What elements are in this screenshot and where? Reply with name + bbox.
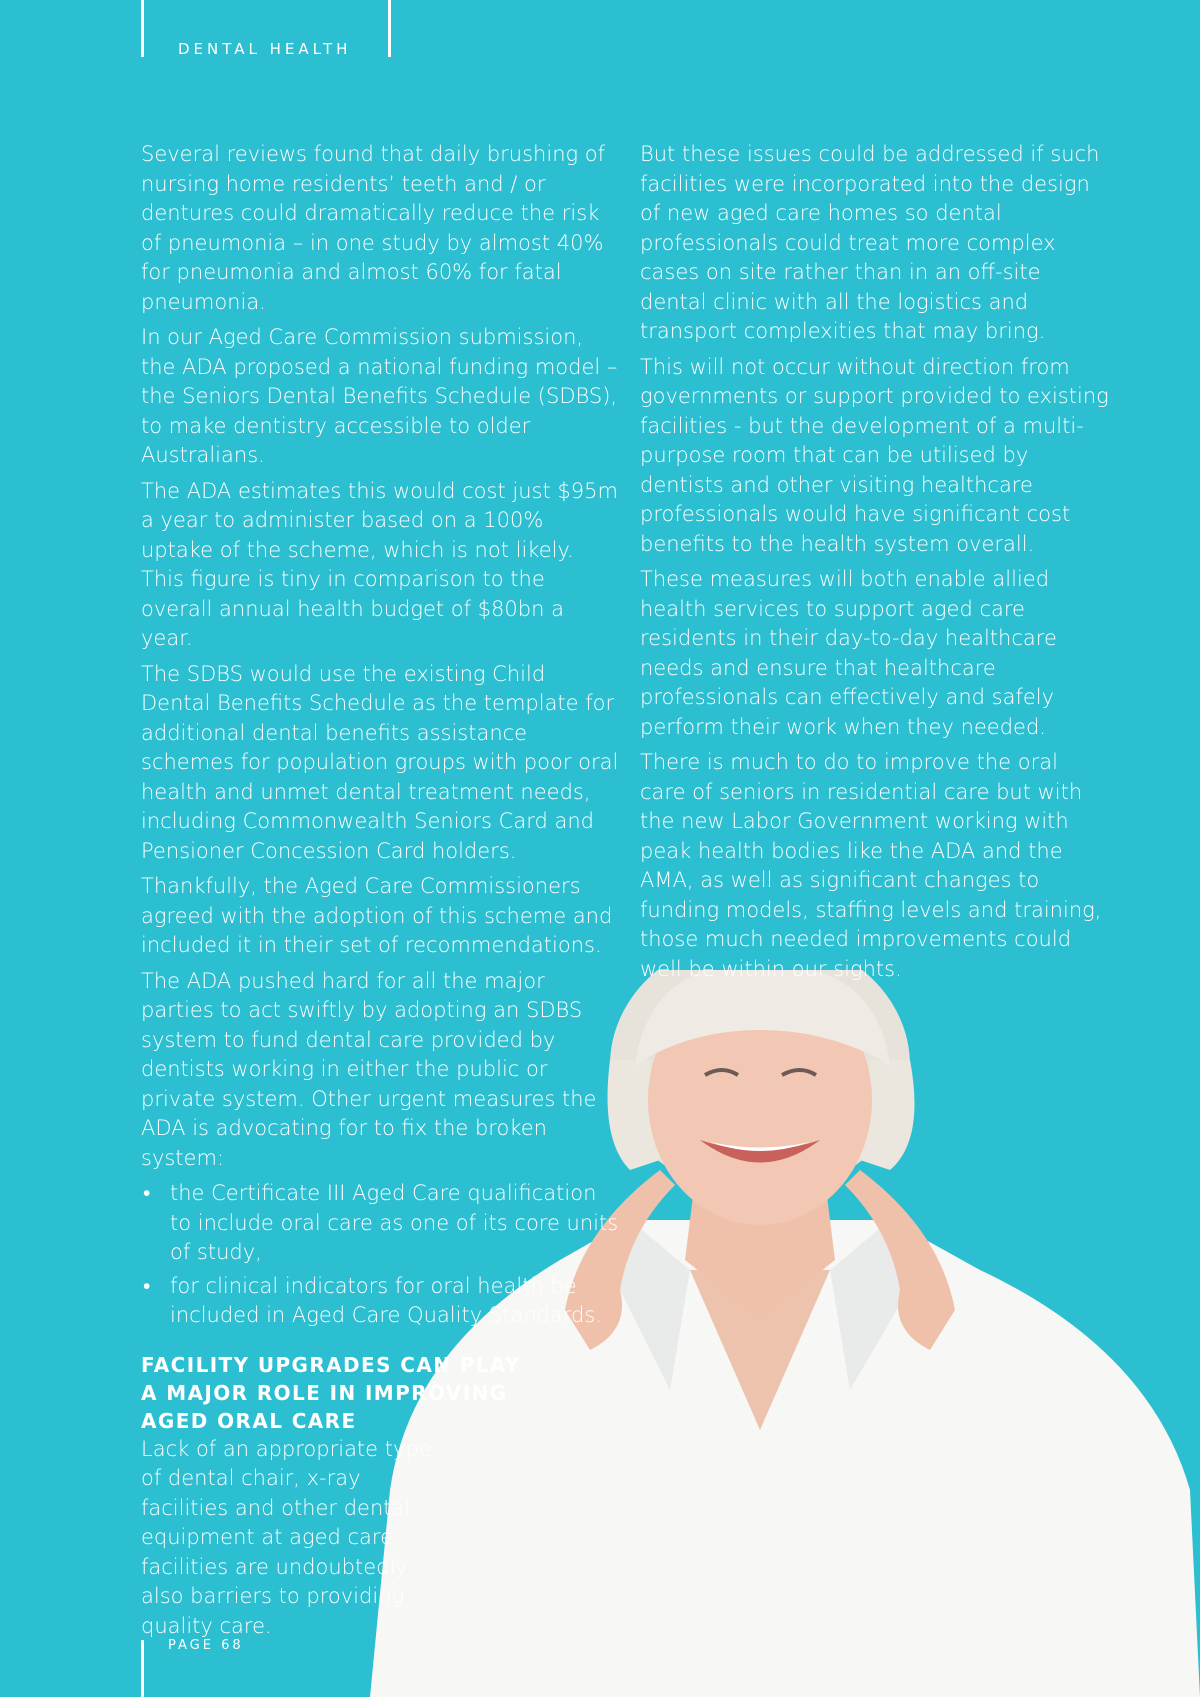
left-column [141, 140, 619, 1647]
header-rule-left [141, 0, 144, 57]
bullet-list [141, 1179, 619, 1331]
paragraph: Lack of an appropriate type of dental chair, x-ray facilities and other dental equipment at aged care facilities are undoubtedly also barriers to providing quality care. [141, 1436, 432, 1638]
right-column [640, 140, 1110, 990]
paragraph: Several reviews found that daily brushing of nursing home residents’ teeth and / or dentures could dramatically reduce the risk of pneumonia – in one study by almost 40% for pneumonia and almost 60% for fatal pneumonia. [141, 142, 606, 314]
bullet-icon: • [143, 1273, 151, 1298]
paragraph: The ADA estimates this would cost just $95m a year to administer based on a 100% uptake of the scheme, which is not likely. This figure is tiny in comparison to the overall annual health budget of $80bn a year. [141, 478, 618, 650]
bullet-text: for clinical indicators for oral health be included in Aged Care Quality Standards. [170, 1273, 602, 1327]
paragraph: There is much to do to improve the oral care of seniors in residential care but with the new Labor Government working with peak health bodies like the ADA and the AMA, as well as significant changes to funding models, staffing levels and training, those much needed improvements could well be within our sights. [640, 750, 1102, 981]
section-subheading: FACILITY UPGRADES CAN PLAY A MAJOR ROLE IN IMPROVING AGED ORAL CARE [141, 1352, 521, 1433]
section-label: DENTAL HEALTH [178, 40, 352, 58]
paragraph: This will not occur without direction from governments or support provided to existing facilities - but the development of a multi-purpose room that can be utilised by dentists and other visiting healthcare professionals would have significant cost benefits to the health system overall. [640, 354, 1109, 556]
bullet-item [141, 1179, 619, 1268]
paragraph: Thankfully, the Aged Care Commissioners agreed with the adoption of this scheme and included it in their set of recommendations. [141, 874, 613, 957]
paragraph: The ADA pushed hard for all the major parties to act swiftly by adopting an SDBS system to fund dental care provided by dentists working in either the public or private system. Other urgent measures the ADA is advocating for to fix the broken system: [141, 968, 597, 1170]
paragraph: In our Aged Care Commission submission, the ADA proposed a national funding model – the Seniors Dental Benefits Schedule (SDBS), to make dentistry accessible to older Australians. [141, 325, 618, 467]
header-rule-right [388, 0, 391, 57]
paragraph: The SDBS would use the existing Child Dental Benefits Schedule as the template for additional dental benefits assistance schemes for population groups with poor oral health and unmet dental treatment needs, including Commonwealth Seniors Card and Pensioner Concession Card holders. [141, 661, 619, 863]
bullet-item [141, 1272, 619, 1331]
bullet-text: the Certificate III Aged Care qualification to include oral care as one of its core units of study, [170, 1181, 619, 1264]
paragraph: But these issues could be addressed if such facilities were incorporated into the design of new aged care homes so dental professionals could treat more complex cases on site rather than in an off-site dental clinic with all the logistics and transport complexities that may bring. [640, 142, 1100, 343]
paragraph: These measures will both enable allied health services to support aged care residents in their day-to-day healthcare needs and ensure that healthcare professionals can effectively and safely perform their work when they needed. [640, 567, 1057, 739]
footer-rule [141, 1640, 144, 1697]
bullet-icon: • [143, 1181, 151, 1205]
page-number: PAGE 68 [168, 1638, 244, 1653]
